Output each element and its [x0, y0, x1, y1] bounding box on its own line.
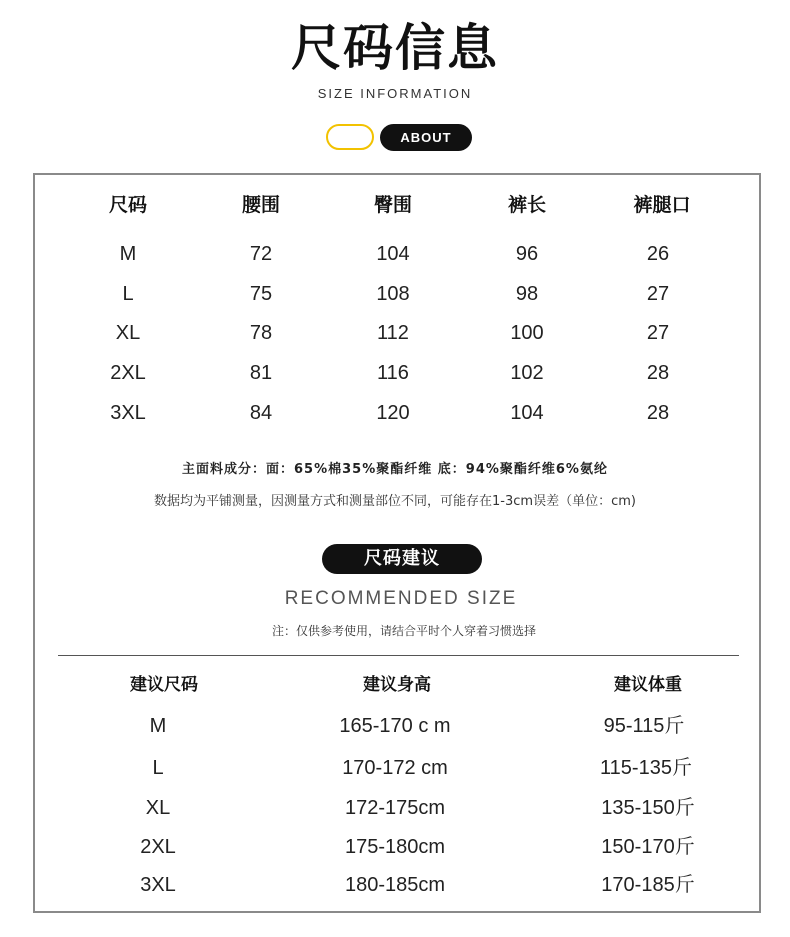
rec-height-cell: 170-172 cm	[342, 757, 448, 779]
waist-cell: 78	[249, 322, 273, 344]
rec-size-cell: L	[152, 757, 164, 779]
rec-weight-cell: 170-185斤	[601, 874, 695, 896]
hip-cell: 116	[377, 362, 409, 384]
length-cell: 102	[510, 362, 544, 384]
page-title: 尺码信息	[291, 19, 499, 77]
leg-opening-cell: 27	[646, 283, 670, 305]
rec-weight-cell: 150-170斤	[601, 836, 695, 858]
size-cell: 3XL	[110, 402, 146, 424]
table-row	[0, 318, 790, 348]
table-row	[0, 279, 790, 309]
waist-col-header: 腰围	[241, 194, 280, 216]
rec-height-cell: 172-175cm	[344, 797, 446, 819]
size-cell: L	[122, 283, 134, 305]
hip-col-header: 臀围	[373, 194, 412, 216]
decorative-yellow-pill	[326, 124, 374, 150]
leg-opening-cell: 28	[646, 402, 670, 424]
size-cell: 2XL	[110, 362, 146, 384]
leg-opening-col-header: 裤腿口	[633, 194, 691, 216]
table-row	[0, 870, 790, 900]
waist-cell: 72	[249, 243, 273, 265]
hip-cell: 120	[376, 402, 410, 424]
rec-size-cell: XL	[145, 797, 171, 819]
rec-size-col-header: 建议尺码	[130, 675, 198, 695]
length-col-header: 裤长	[507, 194, 546, 216]
table-row	[0, 358, 790, 388]
size-table-header	[0, 190, 790, 220]
table-row	[0, 753, 790, 783]
leg-opening-cell: 27	[646, 322, 670, 344]
rec-height-cell: 180-185cm	[344, 874, 446, 896]
waist-cell: 84	[249, 402, 273, 424]
rec-size-cell: 3XL	[140, 874, 176, 896]
page-subtitle: SIZE INFORMATION	[317, 86, 473, 101]
leg-opening-cell: 28	[646, 362, 670, 384]
hip-cell: 104	[376, 243, 410, 265]
rec-height-col-header: 建议身高	[363, 675, 431, 695]
table-row	[0, 711, 790, 741]
size-cell: XL	[115, 322, 141, 344]
rec-size-cell: 2XL	[140, 836, 176, 858]
recommended-size-subtitle: RECOMMENDED SIZE	[284, 588, 518, 609]
rec-weight-cell: 95-115斤	[603, 715, 685, 737]
table-row	[0, 832, 790, 862]
table-row	[0, 398, 790, 428]
rec-size-cell: M	[149, 715, 167, 737]
rec-weight-cell: 135-150斤	[601, 797, 695, 819]
measurement-note: 数据均为平铺测量，因测量方式和测量部位不同，可能存在1-3cm误差（单位：cm)	[154, 494, 636, 509]
waist-cell: 81	[249, 362, 273, 384]
leg-opening-cell: 26	[646, 243, 670, 265]
recommended-size-badge: 尺码建议	[322, 544, 482, 574]
length-cell: 96	[515, 243, 539, 265]
about-badge: ABOUT	[380, 124, 472, 151]
length-cell: 104	[510, 402, 544, 424]
rec-weight-col-header: 建议体重	[614, 675, 682, 695]
waist-cell: 75	[249, 283, 273, 305]
rec-height-cell: 165-170 c m	[339, 715, 451, 737]
hip-cell: 112	[377, 322, 409, 344]
size-col-header: 尺码	[108, 194, 147, 216]
divider	[58, 655, 739, 656]
recommended-table-header	[0, 670, 790, 700]
rec-weight-cell: 115-135斤	[600, 757, 692, 779]
length-cell: 98	[515, 283, 539, 305]
size-cell: M	[119, 243, 137, 265]
table-row	[0, 239, 790, 269]
table-row	[0, 793, 790, 823]
recommended-size-note: 注：仅供参考使用，请结合平时个人穿着习惯选择	[271, 624, 536, 638]
length-cell: 100	[510, 322, 544, 344]
hip-cell: 108	[376, 283, 410, 305]
rec-height-cell: 175-180cm	[344, 836, 446, 858]
material-note: 主面料成分：面：65%棉35%聚酯纤维 底：94%聚酯纤维6%氨纶	[182, 462, 608, 477]
